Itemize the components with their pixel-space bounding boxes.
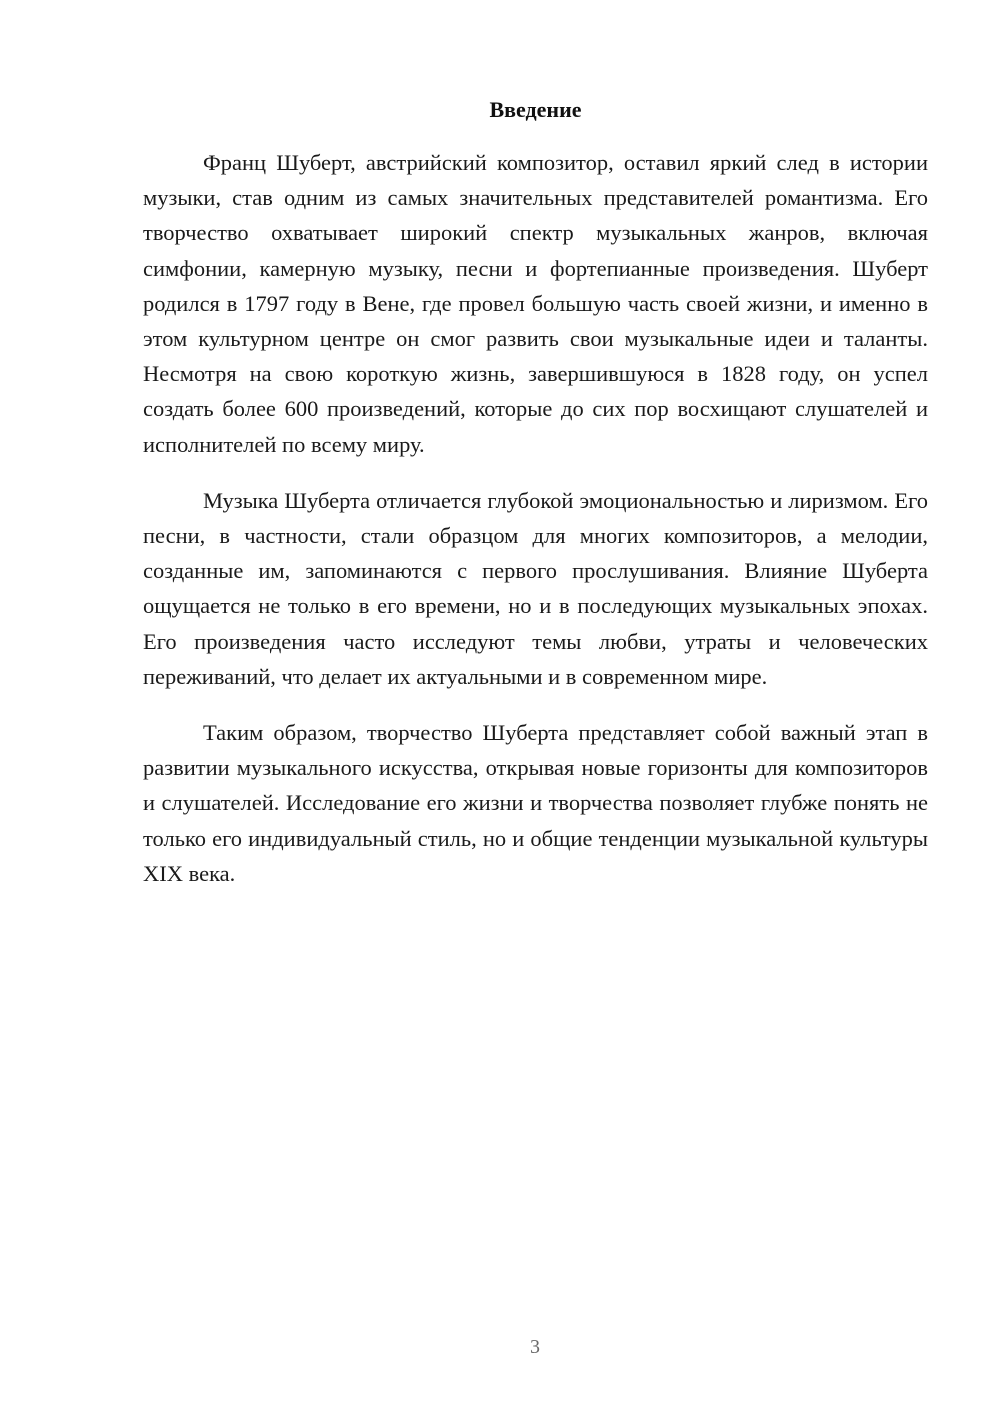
section-title: Введение	[489, 97, 582, 122]
page-content	[143, 95, 928, 912]
paragraph-3: Таким образом, творчество Шуберта представляет собой важный этап в развитии музыкального искусства, открывая новые горизонты для композиторов и слушателей. Исследование его жизни и творчества позволяет глубже понять не только его индивидуальный стиль, но и общие тенденции музыкальной культуры XIX века.	[143, 720, 928, 886]
page-number: 3	[530, 1336, 540, 1358]
paragraph-1: Франц Шуберт, австрийский композитор, оставил яркий след в истории музыки, став одним из самых значительных представителей романтизма. Его творчество охватывает широкий спектр музыкальных жанров, включая симфонии, камерную музыку, песни и фортепианные произведения. Шуберт родился в 1797 году в Вене, где провел большую часть своей жизни, и именно в этом культурном центре он смог развить свои музыкальные идеи и таланты. Несмотря на свою короткую жизнь, завершившуюся в 1828 году, он успел создать более 600 произведений, которые до сих пор восхищают слушателей и исполнителей по всему миру.	[143, 150, 928, 457]
paragraph-2: Музыка Шуберта отличается глубокой эмоциональностью и лиризмом. Его песни, в частности, стали образцом для многих композиторов, а мелодии, созданные им, запоминаются с первого прослушивания. Влияние Шуберта ощущается не только в его времени, но и в последующих музыкальных эпохах. Его произведения часто исследуют темы любви, утраты и человеческих переживаний, что делает их актуальными и в современном мире.	[143, 487, 928, 689]
